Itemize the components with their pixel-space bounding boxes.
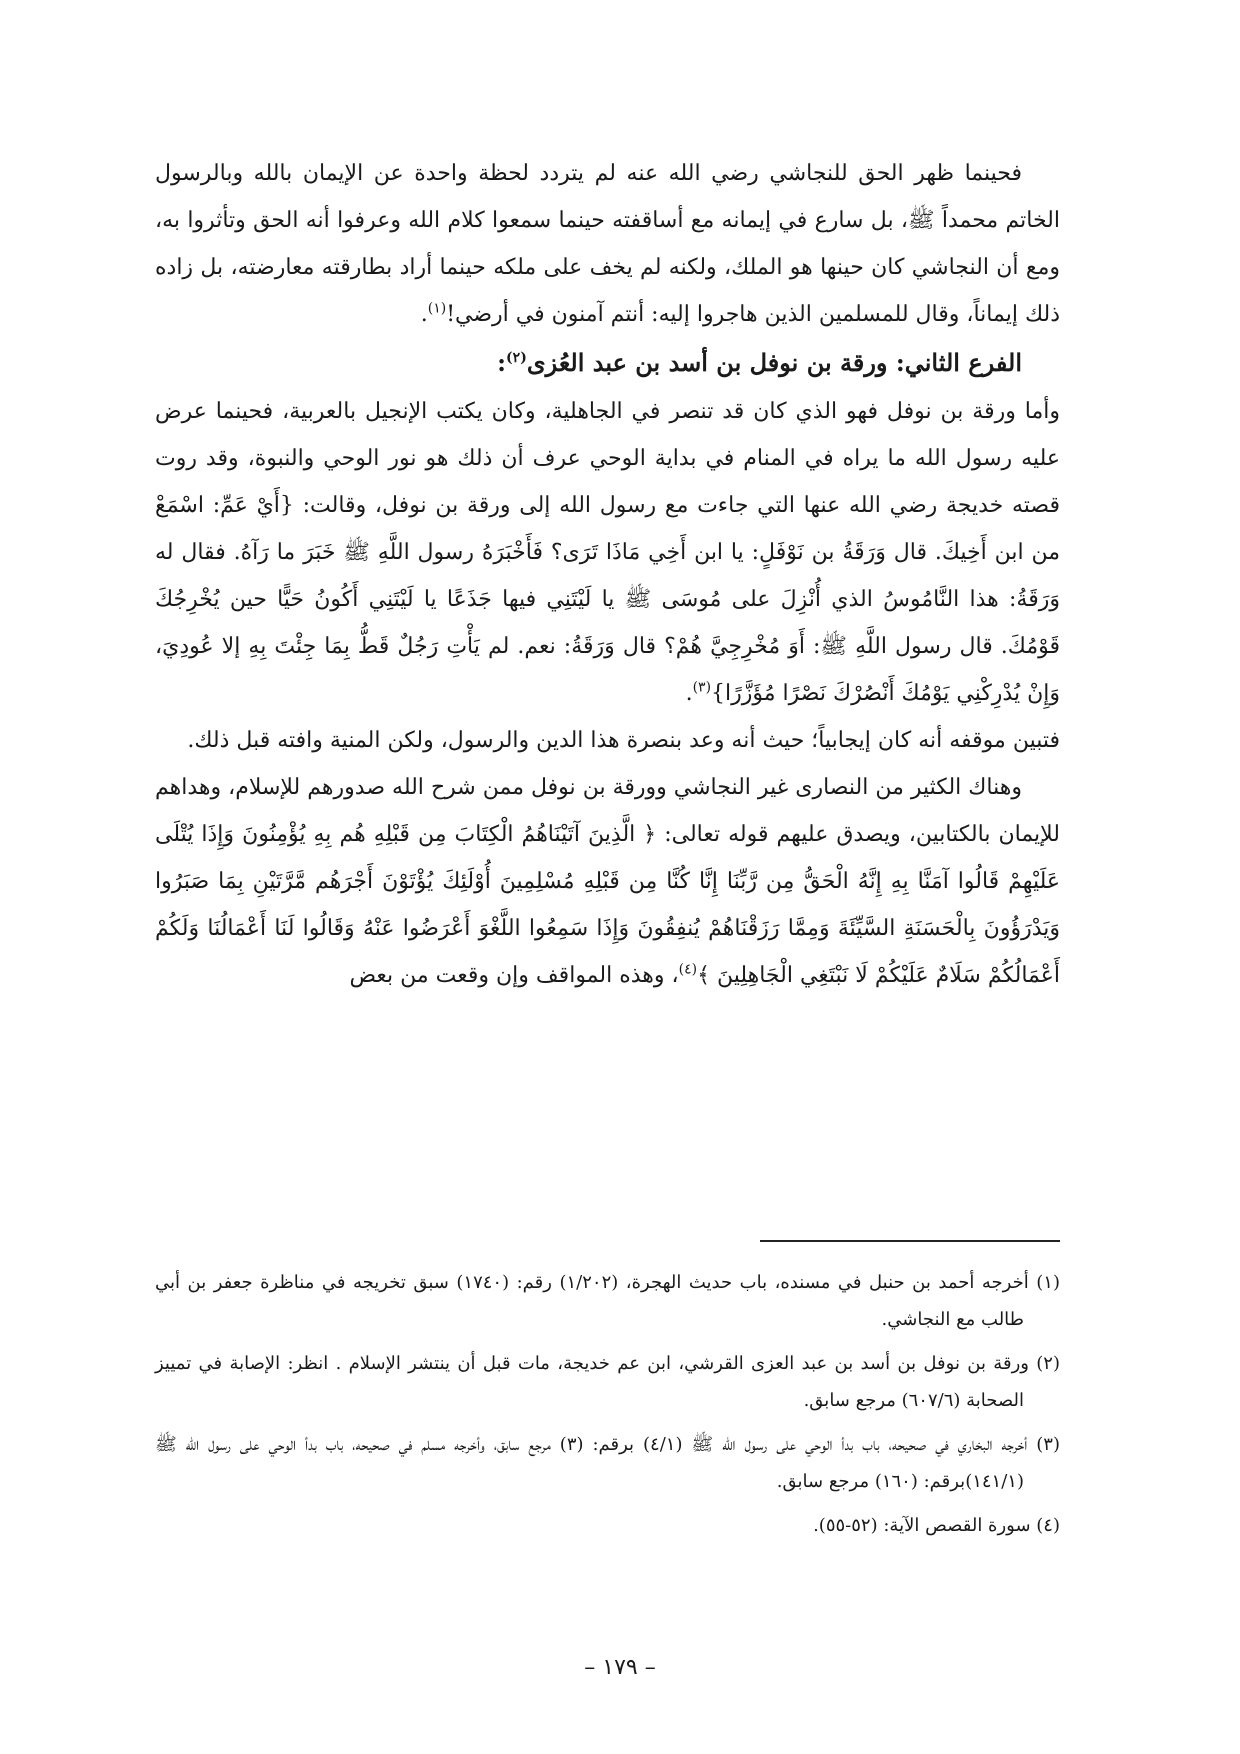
footnote-1: (١) أخرجه أحمد بن حنبل في مسنده، باب حديث الهجرة، (١/٢٠٢) رقم: (١٧٤٠) سبق تخريجه في مناظرة جعفر بن أبي طالب مع النجاشي. [155,1272,1060,1330]
footnote-2: (٢) ورقة بن نوفل بن أسد بن عبد العزى القرشي، ابن عم خديجة، مات قبل أن ينتشر الإسلام . انظر: الإصابة في تمييز الصحابة (٦٠٧/٦) مرجع سابق. [155,1353,1060,1411]
paragraph-najashi: فحينما ظهر الحق للنجاشي رضي الله عنه لم يتردد لحظة واحدة عن الإيمان بالله وبالرسول الخاتم محمداً ﷺ، بل سارع في إيمانه مع أساقفته حينما سمعوا كلام الله وعرفوا أنه الحق وتأثروا به، ومع أن النجاشي كان حينها هو الملك، ولكنه لم يخف على ملكه حينما أراد بطارقته معارضته، بل زاده ذلك إيماناً، وقال للمسلمين الذين هاجروا إليه: أنتم آمنون في أرضي!$^{(١)}$. [155,161,1060,327]
footnote-ref-4: (٤) [678,961,698,978]
footnotes [155,1240,1060,1551]
footnote-ref-2: (٢) [506,350,527,366]
paragraph-others: وهناك الكثير من النصارى غير النجاشي وورقة بن نوفل ممن شرح الله صدورهم للإسلام، وهداهم للإيمان بالكتابين، ويصدق عليهم قوله تعالى: ﴿ الَّذِينَ آتَيْنَاهُمُ الْكِتَابَ مِن قَبْلِهِ هُم بِهِ يُؤْمِنُونَ وَإِذَا يُتْلَى عَلَيْهِمْ قَالُوا آمَنَّا بِهِ إِنَّهُ الْحَقُّ مِن رَّبِّنَا إِنَّا كُنَّا مِن قَبْلِهِ مُسْلِمِينَ أُوْلَئِكَ يُؤْتَوْنَ أَجْرَهُم مَّرَّتَيْنِ بِمَا صَبَرُوا وَيَدْرَؤُونَ بِالْحَسَنَةِ السَّيِّئَةَ وَمِمَّا رَزَقْنَاهُمْ يُنفِقُونَ وَإِذَا سَمِعُوا اللَّغْوَ أَعْرَضُوا عَنْهُ وَقَالُوا لَنَا أَعْمَالُنَا وَلَكُمْ أَعْمَالُكُمْ سَلَامٌ عَلَيْكُمْ لَا نَبْتَغِي الْجَاهِلِينَ ﴾$^{(٤)}$، وهذه المواقف وإن وقعت من بعض [155,775,1060,988]
paragraph-waraqa: وأما ورقة بن نوفل فهو الذي كان قد تنصر في الجاهلية، وكان يكتب الإنجيل بالعربية، فحينما عرض عليه رسول الله ما يراه في المنام في بداية الوحي عرف أن ذلك هو نور الوحي والنبوة، وقد روت قصته خديجة رضي الله عنها التي جاءت مع رسول الله إلى ورقة بن نوفل، وقالت: {أَيْ عَمِّ: اسْمَعْ من ابن أَخِيكَ. قال وَرَقَةُ بن نَوْفَلٍ: يا ابن أَخِي مَاذَا تَرَى؟ فَأَخْبَرَهُ رسول اللَّهِ ﷺ خَبَرَ ما رَآهُ. فقال له وَرَقَةُ: هذا النَّامُوسُ الذي أُنْزِلَ على مُوسَى ﷺ يا لَيْتَنِي فيها جَذَعًا يا لَيْتَنِي أَكُونُ حَيًّا حين يُخْرِجُكَ قَوْمُكَ. قال رسول اللَّهِ ﷺ: أَوَ مُخْرِجِيَّ هُمْ؟ قال وَرَقَةُ: نعم. لم يَأْتِ رَجُلٌ قَطُّ بِمَا جِئْتَ بِهِ إلا عُودِيَ، وَإِنْ يُدْرِكْنِي يَوْمُكَ أَنْصُرْكَ نَصْرًا مُؤَزَّرًا}$^{(٣)}$. [155,399,1060,706]
footnote-ref-3: (٣) [692,679,712,696]
section-heading: الفرع الثاني: ورقة بن نوفل بن أسد بن عبد العُزى$^{(٢)}$: [497,348,1022,377]
footnote-4: (٤) سورة القصص الآية: (٥٢-٥٥). [813,1515,1060,1536]
page-number: – ١٧٩ – [584,1655,656,1680]
footnote-ref-1: (١) [427,300,447,317]
main-text [155,150,1060,999]
footnote-3: (٣) أخرجه البخاري في صحيحه، باب بدأ الوحي على رسول الله ﷺ (٤/١) برقم: (٣) مرجع سابق، وأخرجه مسلم في صحيحه، باب بدأ الوحي على رسول الله ﷺ (١٤١/١)برقم: (١٦٠) مرجع سابق. [155,1434,1060,1492]
paragraph-conclusion: فتبين موقفه أنه كان إيجابياً؛ حيث أنه وعد بنصرة هذا الدين والرسول، ولكن المنية وافته قبل ذلك. [187,728,1060,753]
footnote-divider [760,1240,1060,1242]
